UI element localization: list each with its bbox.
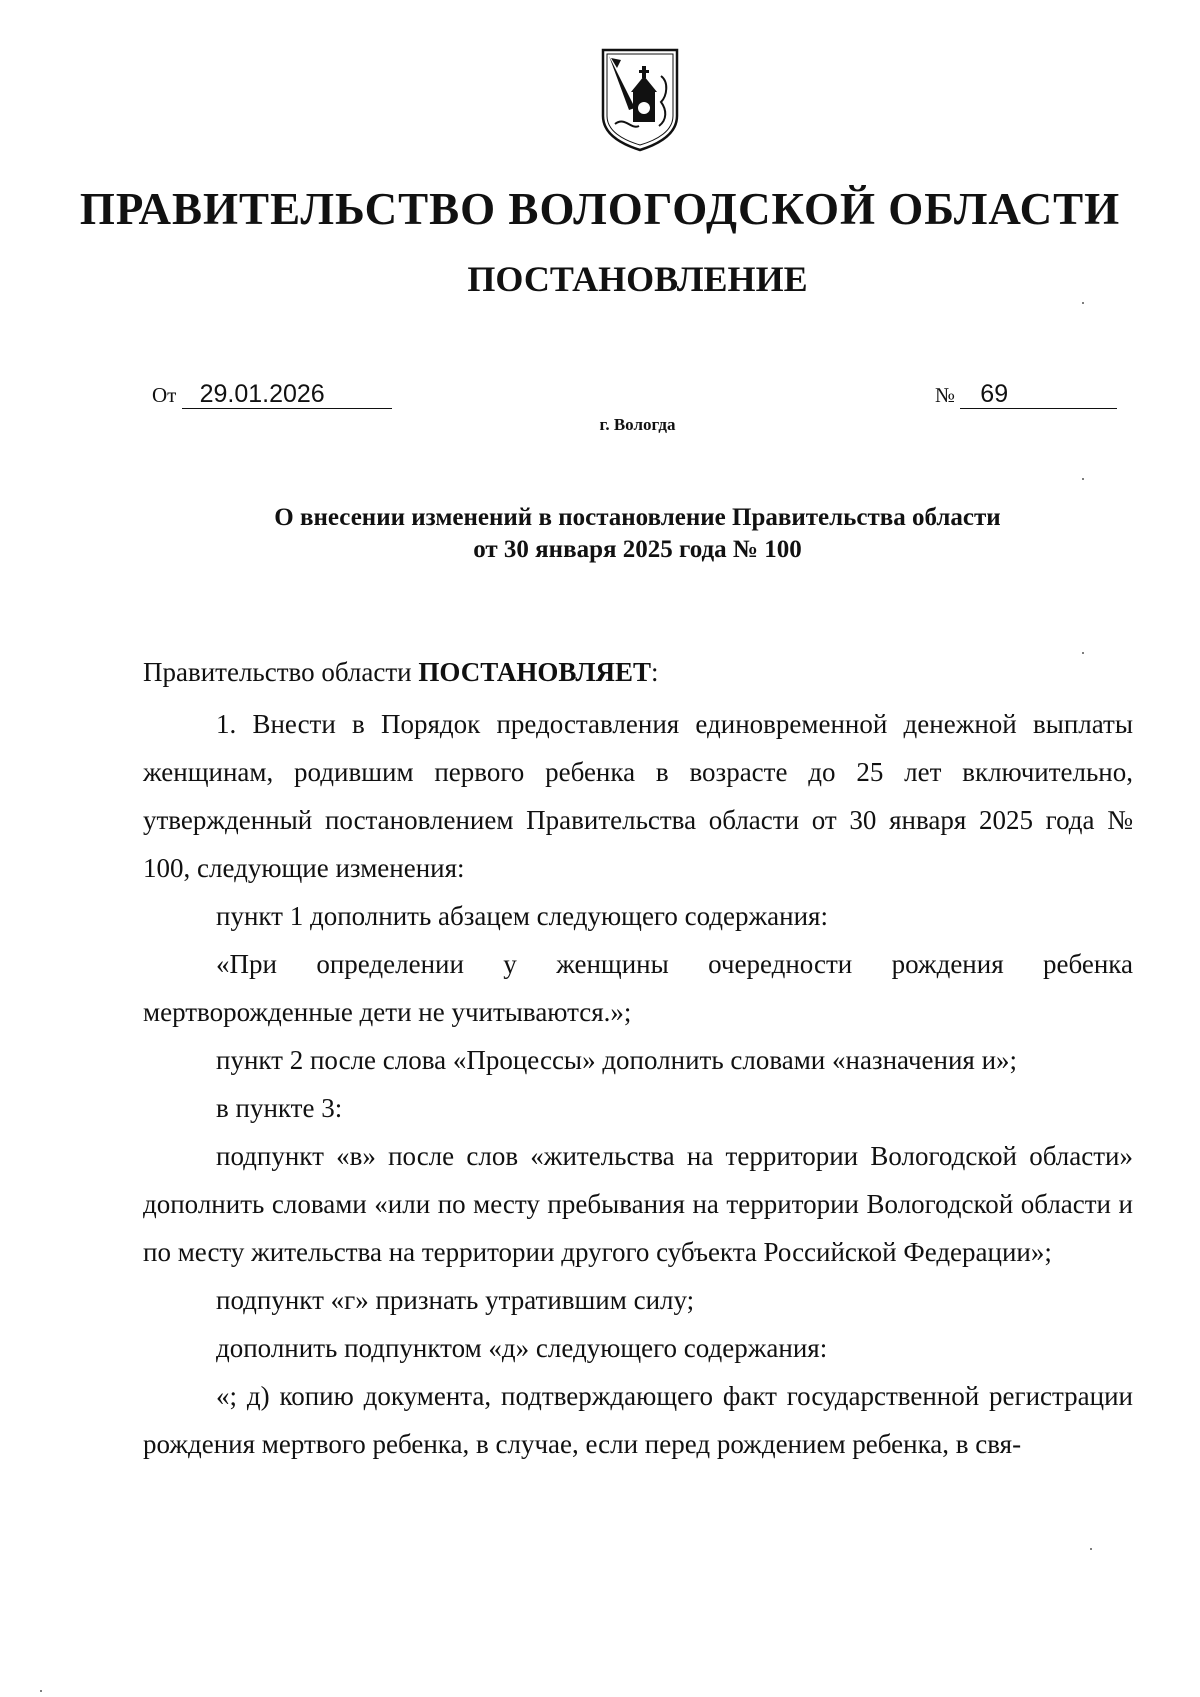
- paragraph: «; д) копию документа, подтверждающего факт государственной регистрации рождения мертвого ребенка, в случае, если перед рождением ребенка, в свя-: [143, 1381, 1133, 1459]
- city: г. Вологда: [599, 415, 676, 434]
- paragraph: подпункт «в» после слов «жительства на территории Вологодской области» дополнить словами «или по месту пребывания на территории Вологодской области и по месту жительства на территории другого субъекта Российской Федерации»;: [143, 1141, 1133, 1267]
- date-field: [152, 380, 392, 409]
- intro-suffix: :: [650, 657, 659, 687]
- paragraph: дополнить подпунктом «д» следующего содержания:: [216, 1333, 828, 1363]
- scan-speck: [1082, 478, 1084, 480]
- scan-speck: [1082, 652, 1084, 654]
- document-type: ПОСТАНОВЛЕНИЕ: [467, 259, 808, 299]
- subject-line-1: О внесении изменений в постановление Правительства области: [274, 504, 1001, 531]
- paragraph: в пункте 3:: [216, 1093, 343, 1123]
- scan-speck: [1090, 1548, 1092, 1550]
- paragraph: пункт 2 после слова «Процессы» дополнить словами «назначения и»;: [216, 1045, 1018, 1075]
- date-label: От: [152, 383, 177, 407]
- document-subject: [0, 502, 1200, 566]
- coat-of-arms-icon: [595, 46, 685, 154]
- intro-prefix: Правительство области: [143, 657, 419, 687]
- paragraph: пункт 1 дополнить абзацем следующего содержания:: [216, 901, 828, 931]
- number-value: 69: [960, 380, 1117, 409]
- intro-resolves: ПОСТАНОВЛЯЕТ: [418, 657, 651, 687]
- date-value: 29.01.2026: [182, 380, 392, 409]
- document-body: [143, 648, 1133, 1468]
- paragraph: подпункт «г» признать утратившим силу;: [216, 1285, 695, 1315]
- subject-line-2: от 30 января 2025 года № 100: [473, 536, 802, 563]
- number-label: №: [935, 383, 956, 407]
- number-field: [935, 380, 1117, 409]
- paragraph: 1. Внести в Порядок предоставления единовременной денежной выплаты женщинам, родившим первого ребенка в возрасте до 25 лет включительно, утвержденный постановлением Правительства области от 30 января 2025 года № 100, следующие изменения:: [143, 709, 1133, 883]
- paragraph: «При определении у женщины очередности рождения ребенка мертворожденные дети не учитываются.»;: [143, 949, 1133, 1027]
- scan-speck: [40, 1690, 42, 1692]
- scan-speck: [1082, 302, 1084, 304]
- government-title: ПРАВИТЕЛЬСТВО ВОЛОГОДСКОЙ ОБЛАСТИ: [79, 184, 1121, 234]
- resolution-intro: [143, 648, 1133, 696]
